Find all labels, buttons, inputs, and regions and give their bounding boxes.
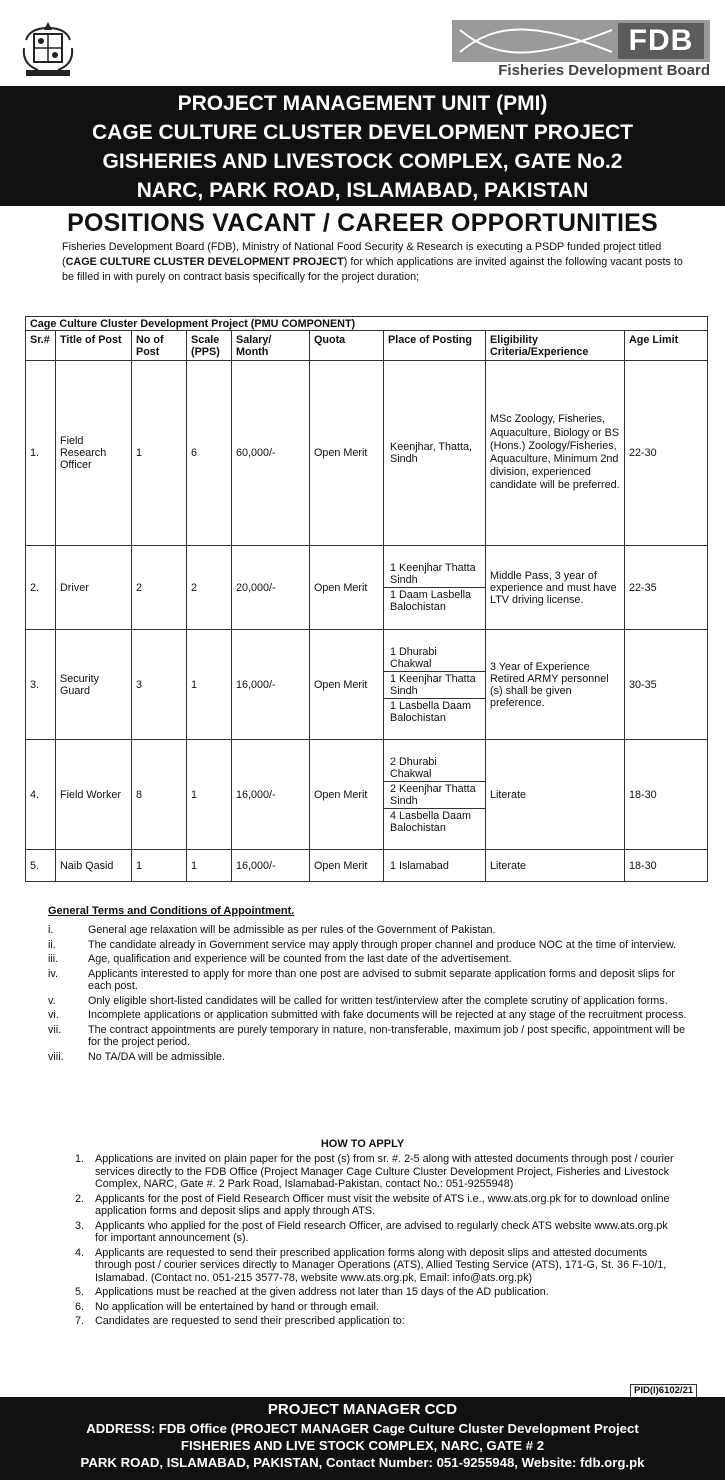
list-item — [75, 1301, 675, 1314]
item-text: Applications must be reached at the given address not later than 15 days of the AD publication. — [95, 1286, 549, 1298]
fdb-abbreviation: FDB — [618, 23, 704, 59]
place-entry: 1 Lasbella Daam Balochistan — [390, 699, 472, 724]
footer-address-3: PARK ROAD, ISLAMABAD, PAKISTAN, Contact Number: 051-9255948, Website: fdb.org.pk — [80, 1455, 645, 1470]
top-strip — [0, 0, 725, 6]
table-row — [26, 850, 708, 882]
item-text: The contract appointments are purely temporary in nature, non-transferable, maximum job / post specific, appointment will be for the project period. — [88, 1023, 686, 1048]
item-text: Candidates are requested to send their prescribed application to: — [95, 1315, 405, 1327]
cell-posts: 2 — [132, 546, 187, 630]
cell-eligibility: Middle Pass, 3 year of experience and must have LTV driving license. — [486, 546, 625, 630]
cell-title: Driver — [56, 546, 132, 630]
table-caption: Cage Culture Cluster Development Project (PMU COMPONENT) — [26, 317, 708, 331]
cell-salary: 20,000/- — [232, 546, 310, 630]
item-number: 2. — [75, 1192, 85, 1205]
cell-eligibility: MSc Zoology, Fisheries, Aquaculture, Biology or BS (Hons.) Zoology/Fisheries, Aquaculture, Minimum 2nd division, experienced candidate will be preferred. — [486, 361, 625, 546]
place-entry: 1 Daam Lasbella Balochistan — [390, 589, 472, 613]
cell-scale: 1 — [187, 630, 232, 740]
fish-wave-icon — [456, 22, 616, 60]
header-title: Title of Post — [56, 331, 132, 361]
item-text: Applicants for the post of Field Research Officer must visit the website of ATS i.e., www.ats.org.pk for to download online application forms and deposit slips and apply through ATS. — [95, 1192, 670, 1217]
cell-sr: 3. — [26, 630, 56, 740]
org-name: Fisheries Development Board — [498, 62, 710, 79]
list-item — [48, 1024, 688, 1049]
how-to-apply-list — [75, 1153, 675, 1330]
place-entry: 1 Keenjhar Thatta Sindh — [384, 672, 485, 699]
item-text: No TA/DA will be admissible. — [88, 1050, 226, 1063]
item-number: 6. — [75, 1300, 85, 1313]
cell-salary: 16,000/- — [232, 630, 310, 740]
cell-eligibility: 3 Year of Experience Retired ARMY personnel (s) shall be given preference. — [486, 630, 625, 740]
cell-eligibility: Literate — [486, 740, 625, 850]
cell-age: 22-30 — [625, 361, 708, 546]
banner-line-4: NARC, PARK ROAD, ISLAMABAD, PAKISTAN — [136, 179, 589, 202]
item-text: The candidate already in Government service may apply through proper channel and produce NOC at the time of interview. — [88, 938, 677, 951]
vacancy-table — [25, 316, 708, 882]
item-number: vi. — [48, 1009, 59, 1021]
item-number: iv. — [48, 967, 58, 980]
header-banner — [0, 86, 725, 206]
cell-salary: 16,000/- — [232, 740, 310, 850]
cell-title: Field Research Officer — [56, 361, 132, 546]
item-number: 1. — [75, 1153, 85, 1165]
cell-title: Security Guard — [56, 630, 132, 740]
item-number: iii. — [48, 953, 59, 965]
item-number: i. — [48, 924, 54, 936]
item-number: vii. — [48, 1023, 62, 1036]
how-to-apply-title: HOW TO APPLY — [320, 1138, 405, 1150]
item-number: 3. — [75, 1219, 85, 1232]
cell-quota: Open Merit — [310, 740, 384, 850]
place-entry: 1 Dhurabi Chakwal — [384, 645, 485, 672]
header-sr: Sr.# — [26, 331, 56, 361]
banner-line-2: CAGE CULTURE CLUSTER DEVELOPMENT PROJECT — [92, 121, 633, 144]
cell-eligibility: Literate — [486, 850, 625, 882]
item-number: 4. — [75, 1246, 85, 1259]
place-entry: 2 Keenjhar Thatta Sindh — [384, 782, 485, 809]
list-item — [48, 995, 688, 1008]
item-text: Incomplete applications or application submitted with fake documents will be rejected at any stage of the recruitment process. — [88, 1009, 687, 1021]
item-text: Only eligible short-listed candidates will be called for written test/interview after the complete scrutiny of application forms. — [88, 994, 668, 1007]
cell-age: 18-30 — [625, 740, 708, 850]
item-number: 7. — [75, 1315, 85, 1327]
cell-place — [384, 546, 486, 630]
item-number: ii. — [48, 938, 56, 951]
cell-age: 30-35 — [625, 630, 708, 740]
banner-line-3: GISHERIES AND LIVESTOCK COMPLEX, GATE No.2 — [102, 150, 623, 173]
list-item — [48, 968, 688, 993]
list-item — [48, 953, 688, 966]
header-eligibility: Eligibility Criteria/Experience — [486, 331, 625, 361]
cell-sr: 5. — [26, 850, 56, 882]
item-text: No application will be entertained by hand or through email. — [95, 1300, 379, 1313]
header-scale: Scale (PPS) — [187, 331, 232, 361]
place-entry: 2 Dhurabi Chakwal — [384, 755, 485, 782]
list-item — [75, 1193, 675, 1218]
item-number: viii. — [48, 1050, 64, 1063]
place-entry: 1 Keenjhar Thatta Sindh — [384, 561, 485, 588]
cell-sr: 2. — [26, 546, 56, 630]
list-item — [75, 1247, 675, 1285]
footer-title: PROJECT MANAGER CCD — [267, 1401, 458, 1418]
intro-text-2: ) for which applications are invited against the following vacant posts to be filled in with purely on contract basis specifically for the project duration; — [62, 256, 683, 283]
list-item — [48, 924, 688, 937]
fdb-logo-block — [452, 20, 710, 82]
cell-title: Naib Qasid — [56, 850, 132, 882]
cell-sr: 1. — [26, 361, 56, 546]
header-quota: Quota — [310, 331, 384, 361]
cell-place — [384, 740, 486, 850]
positions-title: POSITIONS VACANT / CAREER OPPORTUNITIES — [67, 209, 658, 237]
table-row — [26, 630, 708, 740]
cell-posts: 1 — [132, 361, 187, 546]
cell-place — [384, 361, 486, 546]
fdb-logo-banner — [452, 20, 710, 62]
cell-posts: 3 — [132, 630, 187, 740]
item-text: Applicants interested to apply for more than one post are advised to submit separate application forms and deposit slips for each post. — [88, 967, 675, 992]
cell-place — [384, 630, 486, 740]
item-number: 5. — [75, 1286, 85, 1298]
item-text: Applications are invited on plain paper for the post (s) from sr. #. 2-5 along with attested documents through post / courier services directly to the FDB Office (Project Manager Cage Culture Cluster Development Project, Fisheries and Livestock Complex, NARC, Gate #. 2 Park Road, Islamabad-Pakistan, contact No.: 051-9255948) — [95, 1153, 674, 1190]
intro-text-1: Fisheries Development Board (FDB), Ministry of National Food Security & Research is executing a PSDP funded project titled ( — [62, 241, 662, 268]
cell-posts: 1 — [132, 850, 187, 882]
footer-banner — [0, 1397, 725, 1480]
place-entry: 1 Islamabad — [390, 859, 449, 872]
cell-quota: Open Merit — [310, 630, 384, 740]
header-place: Place of Posting — [384, 331, 486, 361]
place-entry: Keenjhar, Thatta, Sindh — [390, 441, 473, 465]
header-age: Age Limit — [625, 331, 708, 361]
cell-age: 18-30 — [625, 850, 708, 882]
cell-scale: 1 — [187, 740, 232, 850]
header-no-of-post: No of Post — [132, 331, 187, 361]
cell-salary: 60,000/- — [232, 361, 310, 546]
cell-scale: 1 — [187, 850, 232, 882]
list-item — [48, 1009, 688, 1022]
list-item — [75, 1220, 675, 1245]
cell-age: 22-35 — [625, 546, 708, 630]
item-number: v. — [48, 994, 56, 1007]
table-row — [26, 361, 708, 546]
header-salary: Salary/ Month — [232, 331, 310, 361]
item-text: General age relaxation will be admissible as per rules of the Government of Pakistan. — [88, 924, 496, 936]
terms-title: General Terms and Conditions of Appointment. — [48, 905, 295, 917]
list-item — [48, 939, 688, 952]
footer-address-2: FISHERIES AND LIVE STOCK COMPLEX, NARC, GATE # 2 — [180, 1438, 545, 1453]
cell-quota: Open Merit — [310, 546, 384, 630]
table-header-row — [26, 331, 708, 361]
item-text: Applicants are requested to send their prescribed application forms along with deposit slips and attested documents through post / courier services directly to Manager Operations (ATS), Allied Testing Service (ATS), 171-G, St. 36 F-10/1, Islamabad. (Contact no. 051-215 3577-78, website www.ats.org.pk, Email: info@ats.org.pk) — [95, 1246, 667, 1284]
list-item — [48, 1051, 688, 1064]
item-text: Age, qualification and experience will be counted from the last date of the advertisement. — [88, 953, 512, 965]
list-item — [75, 1286, 675, 1299]
intro-paragraph — [62, 240, 692, 285]
cell-scale: 2 — [187, 546, 232, 630]
table-row — [26, 546, 708, 630]
publication-id: PID(I)6102/21 — [630, 1384, 697, 1398]
list-item — [75, 1153, 675, 1191]
place-entry: 4 Lasbella Daam Balochistan — [390, 809, 472, 834]
item-text: Applicants who applied for the post of Field research Officer, are advised to regularly check ATS website www.ats.org.pk for important announcement (s). — [95, 1219, 668, 1244]
cell-posts: 8 — [132, 740, 187, 850]
cell-salary: 16,000/- — [232, 850, 310, 882]
government-emblem-icon — [18, 18, 78, 80]
table-row — [26, 740, 708, 850]
cell-quota: Open Merit — [310, 850, 384, 882]
cell-title: Field Worker — [56, 740, 132, 850]
list-item — [75, 1315, 675, 1328]
banner-line-1: PROJECT MANAGEMENT UNIT (PMI) — [177, 92, 548, 115]
cell-place — [384, 850, 486, 882]
cell-scale: 6 — [187, 361, 232, 546]
cell-quota: Open Merit — [310, 361, 384, 546]
cell-sr: 4. — [26, 740, 56, 850]
terms-list — [48, 924, 688, 1065]
footer-address-1: ADDRESS: FDB Office (PROJECT MANAGER Cage Culture Cluster Development Project — [86, 1421, 639, 1436]
intro-project-name: CAGE CULTURE CLUSTER DEVELOPMENT PROJECT — [65, 256, 344, 268]
